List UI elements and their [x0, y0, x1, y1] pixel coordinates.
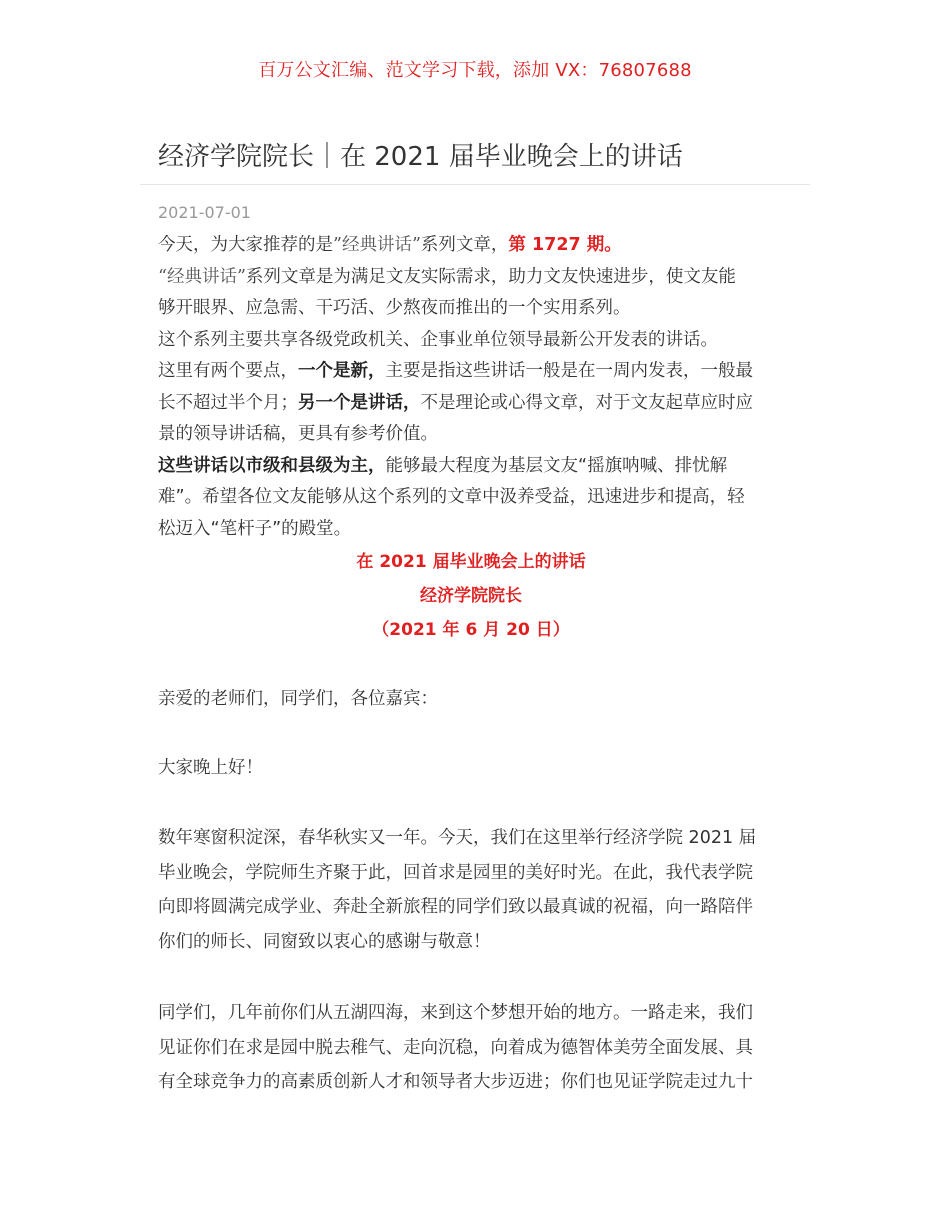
intro-line: “经典讲话”系列文章是为满足文友实际需求，助力文友快速进步，使文友能: [158, 266, 736, 287]
intro-line: 难”。希望各位文友能够从这个系列的文章中汲养受益，迅速进步和提高，轻: [158, 487, 745, 507]
issue-number: 第 1727 期。: [508, 235, 622, 255]
paragraph-1: 数年寒窗积淀深，春华秋实又一年。今天，我们在这里举行经济学院 2021 届 毕业晚会，学院师生齐聚于此，回首求是园里的美好时光。在此，我代表学院 向即将圆满完成学业、奔赴全新旅程的同学们致以最真诚的祝福，向一路陪伴 你们的师长、同窗致以衷心的感谢与敬意！: [158, 828, 757, 952]
intro-line: 这里有两个要点，一个是新，主要是指这些讲话一般是在一周内发表，一般最: [158, 361, 753, 381]
salutation: 亲爱的老师们，同学们，各位嘉宾：: [158, 689, 438, 709]
speech-title: 在 2021 届毕业晚会上的讲话: [356, 552, 586, 572]
article-date: 2021-07-01: [158, 203, 251, 222]
speech-speaker: 经济学院院长: [420, 586, 522, 606]
intro-line: 景的领导讲话稿，更具有参考价值。: [158, 424, 438, 444]
intro-line: 这些讲话以市级和县级为主，能够最大程度为基层文友“摇旗呐喊、排忧解: [158, 455, 728, 476]
title-divider: [140, 184, 810, 185]
intro-line: 松迈入“笔杆子”的殿堂。: [158, 518, 352, 539]
article-body: [158, 230, 794, 1100]
intro-line: 长不超过半个月；另一个是讲话，不是理论或心得文章，对于文友起草应时应: [158, 392, 753, 413]
promo-banner: 百万公文汇编、范文学习下载，添加 VX：76807688: [258, 60, 692, 81]
article-title: 经济学院院长｜在 2021 届毕业晚会上的讲话: [158, 142, 683, 172]
intro-line: 今天，为大家推荐的是”经典讲话”系列文章，第 1727 期。: [158, 235, 622, 255]
paragraph-2: 同学们，几年前你们从五湖四海，来到这个梦想开始的地方。一路走来，我们 见证你们在求是园中脱去稚气、走向沉稳，向着成为德智体美劳全面发展、具 有全球竞争力的高素质创新人才和领导者大步迈进；你们也见证学院走过九十: [158, 1003, 753, 1092]
intro-line: 这个系列主要共享各级党政机关、企事业单位领导最新公开发表的讲话。: [158, 329, 718, 350]
intro-line: 够开眼界、应急需、干巧活、少熬夜而推出的一个实用系列。: [158, 298, 631, 318]
speech-date: （2021 年 6 月 20 日）: [372, 620, 570, 640]
greeting: 大家晚上好！: [158, 757, 263, 778]
